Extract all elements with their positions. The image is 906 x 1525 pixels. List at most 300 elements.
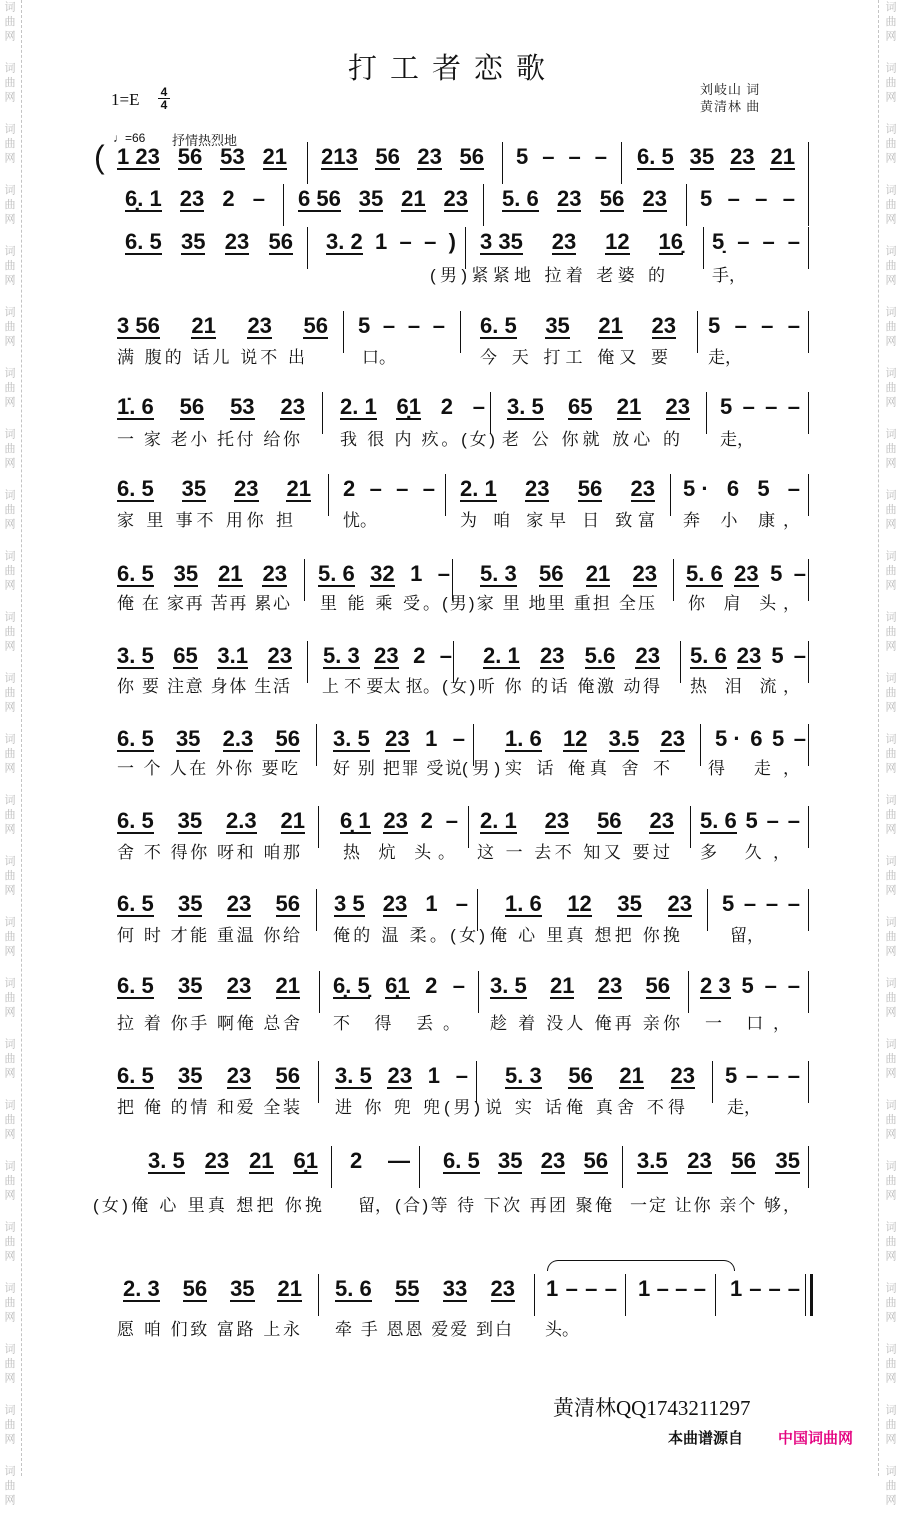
watermark-text: 词曲网	[884, 306, 897, 350]
note-group: 56	[538, 561, 564, 586]
note-group: 23	[730, 144, 755, 169]
time-signature-numerator: 4	[158, 86, 170, 99]
lyricist-credit: 刘岐山 词	[700, 82, 761, 97]
note-group: 1	[730, 1276, 743, 1301]
note-group: 5. 6	[318, 561, 355, 586]
note-group: 35	[181, 476, 207, 501]
measure	[148, 1150, 318, 1174]
bar-line	[808, 311, 809, 353]
note-group: 5. 6	[686, 561, 723, 586]
note-group: 2	[420, 808, 433, 833]
staff-row	[0, 396, 900, 420]
bar-line	[319, 971, 320, 1013]
note-group: 1	[638, 1276, 651, 1301]
note-group: 6. 5	[443, 1148, 480, 1173]
note-group: –	[793, 726, 806, 751]
measure	[700, 188, 795, 210]
note-group: 6. 5	[117, 808, 154, 833]
note-group: 56	[459, 144, 484, 169]
measure	[720, 396, 800, 418]
bar-line	[808, 641, 809, 683]
note-group: 2. 1	[483, 643, 520, 668]
bar-line	[703, 227, 704, 269]
note-group: –	[727, 186, 740, 211]
bar-line	[283, 184, 284, 226]
note-group: 35	[775, 1148, 800, 1173]
note-group: 23	[383, 808, 408, 833]
note-group: 1	[410, 561, 423, 586]
note-group: 6̣. 5̣	[333, 973, 370, 998]
bar-line	[419, 1146, 420, 1188]
note-group: 21	[401, 186, 426, 211]
bar-line	[477, 889, 478, 931]
lyric-line: 好 别 把罪 受说	[333, 759, 462, 778]
note-group: 23	[417, 144, 442, 169]
note-group: –	[407, 313, 421, 338]
bar-line	[673, 559, 674, 601]
time-signature-denominator: 4	[160, 98, 168, 112]
note-group: 16̣	[658, 229, 683, 254]
note-group: 56	[275, 1063, 300, 1088]
staff-row	[0, 975, 900, 999]
watermark-text: 词曲网	[884, 611, 897, 655]
note-group: 6 56	[298, 186, 341, 211]
measure	[725, 1065, 800, 1087]
bar-line	[534, 1274, 535, 1316]
staff-row	[0, 315, 900, 339]
watermark-text: 词曲网	[3, 123, 16, 167]
lyric-line: (合)等 待 下次 再团 聚俺	[395, 1196, 612, 1215]
note-group: –	[787, 808, 800, 833]
note-group: 2. 1	[340, 394, 377, 419]
watermark-text: 词曲网	[3, 1038, 16, 1082]
lyric-line: 不 得 丢。	[333, 1014, 460, 1033]
song-title: 打工者恋歌	[347, 51, 558, 85]
note-group: 5	[708, 313, 721, 338]
note-group: 56	[275, 726, 300, 751]
note-group: 6̣1	[396, 394, 421, 419]
bar-line	[808, 889, 809, 931]
bar-line	[304, 559, 305, 601]
note-group: 35	[230, 1276, 255, 1301]
measure	[700, 810, 800, 834]
bar-line	[712, 1061, 713, 1103]
watermark-text: 词曲网	[3, 672, 16, 716]
note-group: 23	[443, 186, 468, 211]
watermark-text: 词曲网	[3, 367, 16, 411]
note-group: –	[787, 394, 800, 419]
note-group: 3. 5	[335, 1063, 372, 1088]
watermark-text: 词曲网	[884, 489, 897, 533]
source-label: 本曲谱源自	[668, 1430, 744, 1447]
measure	[117, 975, 300, 999]
note-group: –	[369, 476, 382, 501]
note-group: 56	[179, 394, 205, 419]
note-group: –	[568, 144, 581, 169]
lyric-line: 这 一 去不 知又 要过	[477, 843, 670, 862]
note-group: 3.1	[217, 643, 248, 668]
source-site-link[interactable]: 中国词曲网	[778, 1430, 854, 1447]
measure	[480, 231, 683, 255]
watermark-text: 词曲网	[884, 916, 897, 960]
lyric-line: 今 天 打工 俺又 要	[480, 348, 668, 367]
note-group: 1. 6	[505, 726, 542, 751]
note-group: 6̣1	[385, 973, 410, 998]
note-group: 2	[413, 643, 426, 668]
measure	[298, 188, 468, 212]
note-group: 23	[632, 561, 657, 586]
watermark-text: 词曲网	[884, 123, 897, 167]
note-group: 2.3	[226, 808, 257, 833]
measure	[358, 315, 445, 337]
note-group: 1	[425, 726, 438, 751]
note-group: 1	[375, 229, 388, 254]
lyric-line: 我 很 内 疚。(女)	[340, 430, 495, 449]
lyric-line: (女)听 你 的话 俺激 动得	[442, 677, 660, 696]
note-group: 35	[177, 1063, 203, 1088]
watermark-text: 词曲网	[3, 62, 16, 106]
bar-line	[690, 806, 691, 848]
lyric-line: 热 炕 头。	[343, 843, 455, 862]
note-group: 23	[635, 643, 660, 668]
note-group: –	[737, 229, 750, 254]
note-group: 5	[700, 186, 713, 211]
lyric-line: 里 能 乘 受。	[320, 594, 440, 613]
note-group: –	[445, 808, 458, 833]
note-group: 6	[750, 726, 763, 751]
note-group: 23	[665, 394, 690, 419]
lyric-line: (男)实 话 俺真 舍 不	[462, 759, 670, 778]
note-group: –	[745, 1063, 759, 1088]
note-group: 5	[771, 643, 784, 668]
note-group: 21	[616, 394, 642, 419]
bar-line	[318, 1061, 319, 1103]
measure	[326, 231, 456, 255]
note-group: –	[604, 1276, 617, 1301]
bar-line	[808, 142, 809, 184]
bar-line	[328, 474, 329, 516]
note-group: –	[787, 891, 800, 916]
note-group: 2	[222, 186, 235, 211]
lyric-line: 一 口，	[705, 1014, 790, 1033]
bar-line	[307, 142, 308, 184]
staff-row	[0, 563, 900, 587]
measure	[686, 563, 806, 587]
watermark-text: 词曲网	[3, 733, 16, 777]
arranger-contact: 黄清林QQ1743211297	[553, 1396, 751, 1420]
lyric-line: 牵 手 恩恩 爱爱 到白	[335, 1320, 512, 1339]
lyric-line: 手，	[712, 266, 746, 285]
note-group: 5	[725, 1063, 738, 1088]
watermark-text: 词曲网	[884, 1221, 897, 1265]
measure	[683, 478, 800, 500]
note-group: 33	[442, 1276, 468, 1301]
note-group: 56	[268, 229, 293, 254]
bar-line	[502, 142, 503, 184]
note-group: 23	[179, 186, 205, 211]
note-group: 2. 3	[123, 1276, 160, 1301]
note-group: –	[768, 1276, 781, 1301]
lyric-line: 奔 小 康，	[683, 511, 800, 530]
bar-line	[478, 971, 479, 1013]
note-group: 5 ·	[715, 726, 741, 751]
staff-row	[0, 893, 900, 917]
watermark-text: 词曲网	[884, 428, 897, 472]
note-group: 5	[771, 726, 785, 751]
note-group: 21	[277, 1276, 302, 1301]
bar-line	[316, 889, 317, 931]
note-group: –	[787, 1063, 800, 1088]
lyric-line: 满 腹的 话儿 说不 出	[117, 348, 305, 367]
note-group: 35	[617, 891, 642, 916]
lyric-line: 头。	[545, 1320, 579, 1339]
measure	[722, 893, 800, 915]
note-group: 3. 5	[333, 726, 370, 751]
note-group: 5	[722, 891, 735, 916]
note-group: –	[452, 973, 465, 998]
note-group: 5 ·	[683, 476, 709, 501]
note-group: –	[455, 891, 468, 916]
staff-row	[0, 728, 900, 752]
note-group: 21	[280, 808, 305, 833]
bar-line	[707, 889, 708, 931]
note-group: 21	[262, 144, 287, 169]
note-group: 2.3	[222, 726, 254, 751]
watermark-text: 词曲网	[3, 1099, 16, 1143]
note-group: 21	[770, 144, 795, 169]
composer-credit: 黄清林 曲	[700, 99, 761, 114]
bar-line	[468, 806, 469, 848]
note-group: 1 23	[117, 144, 160, 169]
lyric-line: (女)俺 心 里真 想把 你挽	[93, 1196, 322, 1215]
measure	[318, 563, 450, 587]
measure	[117, 810, 305, 834]
bar-line	[460, 311, 461, 353]
note-group: 12	[562, 726, 588, 751]
bar-line	[483, 184, 484, 226]
bar-line	[808, 1146, 809, 1188]
lyric-line: 老 公 你就 放心 的	[502, 430, 680, 449]
note-group: 3 56	[117, 313, 160, 338]
note-group: 5̣	[712, 229, 725, 254]
measure	[507, 396, 690, 420]
note-group: –	[452, 726, 465, 751]
note-group: 23	[490, 1276, 515, 1301]
watermark-text: 词曲网	[3, 1221, 16, 1265]
note-group: 23	[224, 229, 250, 254]
measure	[712, 231, 800, 253]
measure	[443, 1150, 608, 1174]
watermark-text: 词曲网	[884, 62, 897, 106]
measure	[123, 1278, 302, 1302]
note-group: 56	[577, 476, 603, 501]
staff-row	[0, 231, 900, 255]
lyric-line: 趁 着 没人 俺再 亲你	[490, 1014, 680, 1033]
note-group: 3. 5	[117, 643, 154, 668]
note-group: –	[565, 1276, 578, 1301]
staff-row	[0, 478, 900, 502]
note-group: 23	[226, 973, 252, 998]
watermark-text: 词曲网	[3, 611, 16, 655]
note-group: –	[782, 186, 795, 211]
note-group: 23	[597, 973, 623, 998]
note-group: 56	[583, 1148, 608, 1173]
bar-line	[476, 1061, 477, 1103]
note-group: —	[388, 1148, 410, 1173]
bar-line	[465, 227, 466, 269]
note-group: 21	[275, 973, 300, 998]
note-group: 5. 6	[690, 643, 727, 668]
note-group: 3.5	[608, 726, 640, 751]
note-group: 23	[651, 313, 676, 338]
lyric-line: 一定 让你 亲个 够，	[630, 1196, 800, 1215]
note-group: 2	[440, 394, 453, 419]
lyric-line: 进 你 兜 兜(男)	[335, 1098, 480, 1117]
note-group: 23	[551, 229, 577, 254]
watermark-text: 词曲网	[884, 245, 897, 289]
bar-line	[680, 641, 681, 683]
lyric-line: 多 久，	[700, 843, 790, 862]
note-group: 56	[597, 808, 622, 833]
measure	[483, 645, 660, 669]
note-group: 2. 1	[480, 808, 517, 833]
note-group: 35	[173, 561, 199, 586]
note-group: 23	[234, 476, 259, 501]
note-group: 5. 3	[323, 643, 360, 668]
note-group: 3 35	[480, 229, 523, 254]
measure	[638, 1278, 706, 1300]
tempo-marking: ♩=66	[113, 131, 146, 145]
measure	[637, 1150, 800, 1174]
note-group: 12	[605, 229, 630, 254]
note-group: –	[761, 313, 774, 338]
lyric-line: 何 时 才能 重温 你给	[117, 926, 300, 945]
lyric-line: 走，	[708, 348, 742, 367]
measure	[333, 975, 465, 999]
staff-row	[0, 645, 900, 669]
measure	[117, 893, 300, 917]
note-group: 23	[667, 891, 692, 916]
lyric-line: 一 家 老小 托付 给你	[117, 430, 300, 449]
measure	[516, 146, 607, 168]
note-group: 5. 6	[700, 808, 737, 833]
watermark-text: 词曲网	[884, 794, 897, 838]
note-group: 56	[275, 891, 300, 916]
note-group: 23	[382, 891, 408, 916]
note-group: 6̣ 1	[340, 808, 371, 833]
measure	[637, 146, 795, 170]
bar-line	[318, 1274, 319, 1316]
note-group: –	[439, 643, 452, 668]
bar-line	[808, 559, 809, 601]
note-group: 53	[220, 144, 245, 169]
measure	[350, 1150, 410, 1172]
note-group: 23	[262, 561, 287, 586]
watermark-text: 词曲网	[3, 550, 16, 594]
note-group: –	[382, 313, 396, 338]
note-group: –	[585, 1276, 598, 1301]
measure	[117, 478, 311, 502]
note-group: –	[787, 1276, 800, 1301]
note-group: –	[424, 229, 437, 254]
note-group: 5	[757, 476, 770, 501]
bar-line	[688, 971, 689, 1013]
measure	[321, 146, 484, 170]
measure	[117, 728, 300, 752]
note-group: 6. 5	[125, 229, 162, 254]
measure	[340, 810, 458, 834]
note-group: 5. 6	[502, 186, 539, 211]
watermark-text: 词曲网	[3, 489, 16, 533]
bar-line	[808, 227, 809, 269]
watermark-text: 词曲网	[3, 855, 16, 899]
note-group: 6̣1	[293, 1148, 318, 1173]
watermark-text: 词曲网	[884, 184, 897, 228]
note-group: 1	[427, 1063, 440, 1088]
note-group: 23	[374, 643, 399, 668]
watermark-text: 词曲网	[884, 1038, 897, 1082]
watermark-text: 词曲网	[884, 1343, 897, 1387]
watermark-text: 词曲网	[3, 184, 16, 228]
lyric-line: (男)紧紧地 拉着 老婆 的	[430, 266, 665, 285]
note-group: 23	[630, 476, 655, 501]
measure	[700, 975, 800, 999]
note-group: 23	[670, 1063, 695, 1088]
lyric-line: 为 咱 家早 日 致富	[460, 511, 655, 530]
note-group: 35	[497, 1148, 523, 1173]
note-group: 5	[358, 313, 371, 338]
expression-marking: 抒情热烈地	[172, 133, 238, 148]
measure	[480, 563, 657, 587]
note-group: 23	[544, 808, 570, 833]
note-group: 5	[745, 808, 758, 833]
note-group: 6. 5	[637, 144, 674, 169]
note-group: 21	[585, 561, 611, 586]
staff-row	[0, 188, 900, 212]
staff-row	[0, 810, 900, 834]
note-group: 56	[599, 186, 625, 211]
note-group: 12	[567, 891, 592, 916]
watermark-text: 词曲网	[884, 1099, 897, 1143]
lyric-line: 走，	[720, 430, 754, 449]
note-group: 56	[177, 144, 203, 169]
note-group: 2	[350, 1148, 363, 1173]
note-group: –	[787, 313, 800, 338]
note-group: –	[422, 476, 435, 501]
bar-line	[706, 392, 707, 434]
note-group: –	[437, 561, 450, 586]
lyric-line: 拉 着 你手 啊俺 总舍	[117, 1014, 300, 1033]
note-group: –	[542, 144, 555, 169]
lyric-line: 把 俺 的情 和爱 全装	[117, 1098, 300, 1117]
bar-line	[670, 474, 671, 516]
note-group: –	[742, 394, 755, 419]
bar-line	[625, 1274, 626, 1316]
note-group: –	[396, 476, 409, 501]
note-group: –	[594, 144, 607, 169]
note-group: 35	[689, 144, 715, 169]
note-group: 3. 5	[507, 394, 544, 419]
note-group: –	[252, 186, 265, 211]
lyric-line: 说 实 话俺 真舍 不得	[485, 1098, 685, 1117]
lyric-line: 一 个 人在 外你 要吃	[117, 759, 298, 778]
note-group: –	[787, 229, 800, 254]
watermark-text: 词曲网	[884, 550, 897, 594]
lyric-line: 愿 咱 们致 富路 上永	[117, 1320, 300, 1339]
bar-line	[808, 724, 809, 766]
note-group: 23	[247, 313, 272, 338]
measure	[323, 645, 452, 669]
